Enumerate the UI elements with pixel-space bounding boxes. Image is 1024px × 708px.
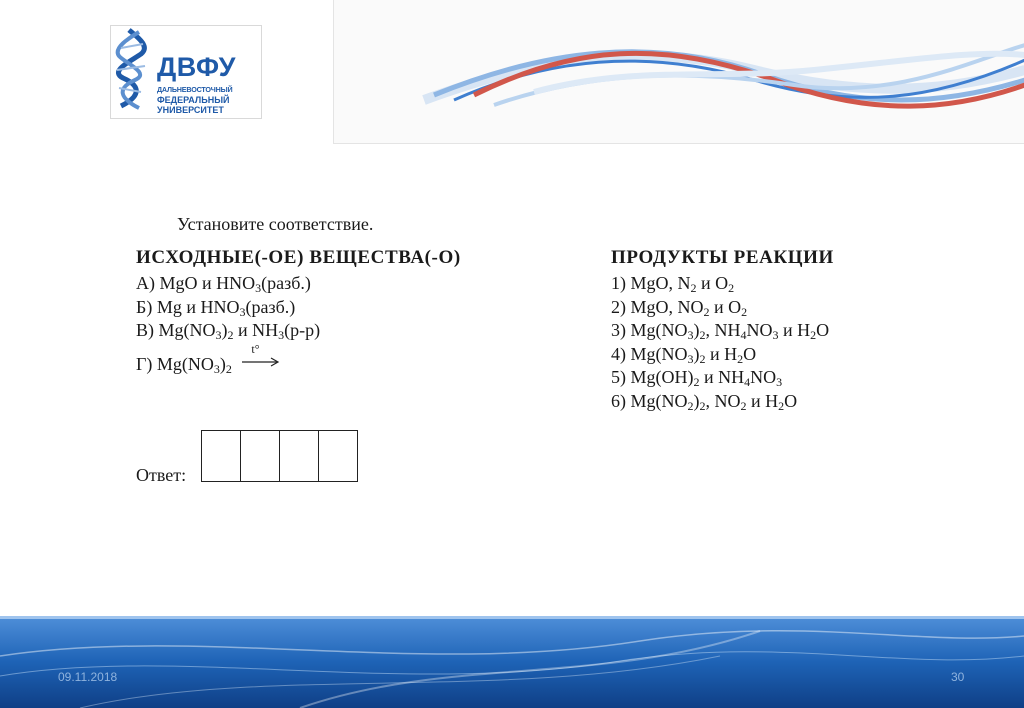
reactant-item-g: Г) $Mg(NO_3)_2$ t° [136, 353, 461, 377]
answer-cell-a[interactable] [202, 431, 241, 481]
logo-subtitle-line-3: УНИВЕРСИТЕТ [157, 105, 224, 115]
page-number: 30 [951, 670, 965, 684]
reactants-column [136, 246, 461, 376]
product-item-3: 3) $Mg(NO_3)_2$, $NH_4NO_3$ и $H_2O$ [611, 320, 830, 342]
logo-subtitle-line-2: ФЕДЕРАЛЬНЫЙ [157, 95, 230, 105]
answer-grid [201, 430, 358, 482]
answer-label: Ответ: [136, 465, 187, 485]
reactant-item-a: А) MgO и $HNO_3(разб.)$ [136, 273, 311, 295]
task-instruction: Установите соответствие. [177, 214, 374, 234]
arrow-right-icon [242, 355, 280, 369]
dna-helix-icon [111, 26, 159, 118]
reactants-heading: ИСХОДНЫЕ(-ОЕ) ВЕЩЕСТВА(-О) [136, 247, 461, 268]
university-logo [110, 25, 262, 119]
header-waves [334, 0, 1024, 143]
product-item-5: 5) $Mg(OH)_2$ и $NH_4NO_3$ [611, 367, 783, 389]
reactant-item-b: Б) Mg и $HNO_3(разб.)$ [136, 296, 296, 319]
product-item-2: 2) MgO, $NO_2$ и $O_2$ [611, 296, 748, 319]
footer-band [0, 616, 1024, 708]
logo-subtitle-line-1: ДАЛЬНЕВОСТОЧНЫЙ [157, 85, 233, 94]
footer-date: 09.11.2018 [58, 670, 118, 684]
answer-cell-g[interactable] [319, 431, 357, 481]
logo-subtitle [157, 85, 261, 115]
answer-cell-v[interactable] [280, 431, 319, 481]
reactant-item-v: В) $Mg(NO_3)_2$ и $NH_3(р-р)$ [136, 320, 321, 342]
heating-label: t° [251, 341, 260, 356]
products-column [611, 246, 834, 413]
header-banner [333, 0, 1024, 144]
footer-waves [0, 616, 1024, 708]
product-item-1: 1) MgO, $N_2$ и $O_2$ [611, 273, 735, 295]
product-item-6: 6) $Mg(NO_2)_2$, $NO_2$ и $H_2O$ [611, 390, 798, 413]
logo-title: ДВФУ [157, 52, 236, 82]
product-item-4: 4) $Mg(NO_3)_2$ и $H_2O$ [611, 343, 757, 366]
answer-cell-b[interactable] [241, 431, 280, 481]
products-heading: ПРОДУКТЫ РЕАКЦИИ [611, 247, 834, 268]
reaction-arrow [242, 341, 280, 369]
